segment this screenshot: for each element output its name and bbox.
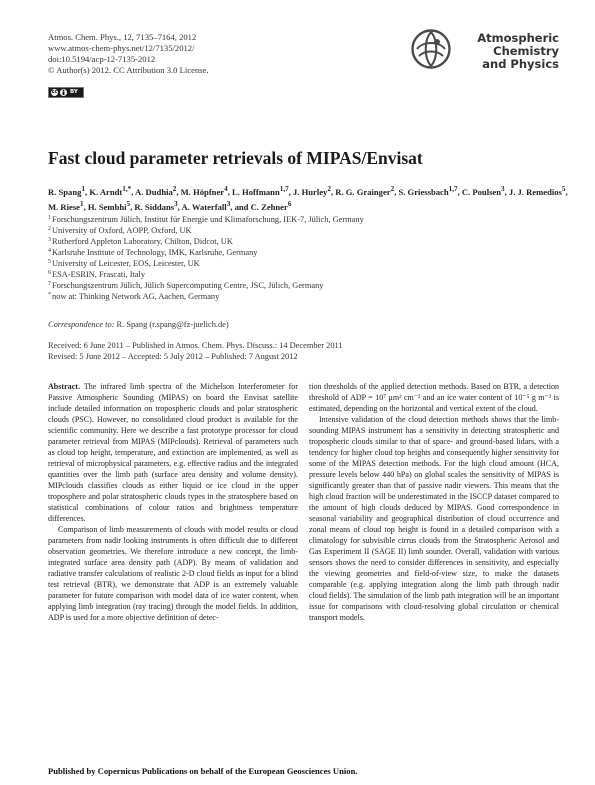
- affiliation: $^1$Forschungszentrum Jülich, Institut für Energie und Klimaforschung, IEK-7, Jülich, Germany: [48, 215, 364, 224]
- abstract-paragraph: tion thresholds of the applied detection methods. Based on BTR, a detection threshold of ADP = 10⁷ μm² cm⁻² and an ice water content of 10⁻⁵ g m⁻³ is estimated, depending on the horizontal and vertical extent of the cloud.: [309, 382, 559, 413]
- journal-citation: Atmos. Chem. Phys., 12, 7135–7164, 2012: [48, 32, 197, 42]
- author: R. G. Grainger$^2$,: [335, 185, 399, 197]
- author: K. Arndt$^{1,*}$,: [89, 185, 136, 197]
- author: R. Siddans$^3$,: [134, 199, 182, 212]
- abstract-paragraph: Comparison of limb measurements of clouds with model results or cloud parameters from nadir looking instruments is often difficult due to different observation geometries. We therefore introduce a new concept, the limb-integrated surface area density path (ADP). By means of validation and radiative transfer calculations of realistic 2-D cloud fields as input for a blind test retrieval (BTR), we demonstrate that ADP is an extremely valuable parameter for future comparison with model data of ice water content, when applying limb integration (ray tracing) through the model fields. In addition, ADP is used for a more objective definition of detec-: [48, 525, 298, 622]
- cc-by-label: BY: [70, 89, 78, 95]
- publisher-footer: Published by Copernicus Publications on behalf of the European Geosciences Union.: [48, 766, 358, 776]
- journal-name-line3: and Physics: [482, 57, 559, 71]
- affiliation: $^3$Rutherford Appleton Laboratory, Chilton, Didcot, UK: [48, 237, 233, 246]
- received-date: Received: 6 June 2011 – Published in Atmos. Chem. Phys. Discuss.: 14 December 2011: [48, 341, 343, 350]
- affiliation: *now at: Thinking Network AG, Aachen, Germany: [48, 292, 220, 301]
- egu-logo-icon: [410, 28, 452, 70]
- article-doi[interactable]: doi:10.5194/acp-12-7135-2012: [48, 54, 156, 64]
- author: M. Höpfner$^4$,: [180, 185, 232, 197]
- author-list: [48, 183, 568, 213]
- cc-license-badge[interactable]: [48, 87, 84, 98]
- paper-title: Fast cloud parameter retrievals of MIPAS/Envisat: [48, 148, 423, 168]
- author: R. Spang$^1$,: [48, 185, 90, 197]
- author: M. Riese$^1$,: [48, 199, 88, 212]
- affiliation: $^7$Forschungszentrum Jülich, Jülich Supercomputing Centre, JSC, Jülich, Germany: [48, 281, 324, 290]
- author: A. Waterfall$^3$, and: [181, 199, 251, 212]
- copyright-notice: © Author(s) 2012. CC Attribution 3.0 License.: [48, 65, 209, 75]
- affiliation: $^5$University of Leicester, EOS, Leicester, UK: [48, 259, 200, 268]
- author: J. J. Remedios$^5$,: [508, 185, 568, 197]
- abstract-paragraph: Intensive validation of the cloud detection methods shows that the limb-sounding MIPAS instrument has a sensitivity in detecting stratospheric and tropospheric clouds similar to that of space- and ground-based lidars, with a tendency for higher cloud top heights and consequently higher sensitivity for some of the MIPAS detection methods. For the high cloud amount (HCA, pressure levels below 440 hPa) on global scales the sensitivity of MIPAS is significantly greater than that of passive nadir viewers. This means that the high cloud fraction will be underestimated in the ISCCP dataset compared to the amount of high clouds deduced by MIPAS. Good correspondence in seasonal variability and geographical distribution of cloud occurrence and zonal means of cloud top height is found in a detailed comparison with a climatology for subvisible cirrus clouds from the Stratospheric Aerosol and Gas Experiment II (SAGE II) limb sounder. Overall, validation with various sensors shows the need to consider differences in sensitivity, and especially the viewing geometries and field-of-view size, to make the datasets comparable (e.g. applying integration along the limb path through nadir cloud fields). The simulation of the limb path integration will be an important issue for comparisons with cloud-resolving global circulation or chemical transport models.: [309, 415, 559, 622]
- abstract-label: Abstract.: [48, 382, 80, 391]
- author: H. Sembhi$^5$,: [87, 199, 135, 212]
- author: C. Poulsen$^3$,: [461, 185, 509, 197]
- affiliation: $^4$Karlsruhe Institute of Technology, IMK, Karlsruhe, Germany: [48, 248, 258, 257]
- attribution-icon: [60, 89, 67, 96]
- author: S. Griessbach$^{1,7}$,: [398, 185, 462, 197]
- author: A. Dudhia$^2$,: [135, 185, 181, 197]
- abstract-left-column: [48, 381, 298, 623]
- author: J. Hurley$^2$,: [292, 185, 336, 197]
- journal-name-line2: Chemistry: [493, 44, 559, 58]
- abstract-paragraph: Abstract. The infrared limb spectra of the Michelson Interferometer for Passive Atmospheric Sounding (MIPAS) on board the Envisat satellite include detailed information on tropospheric clouds and polar stratospheric clouds (PSC). However, no consolidated cloud product is available for the scientific community. Here we describe a fast prototype processor for cloud parameter retrieval from MIPAS (MIPclouds). Retrieval of parameters such as cloud top height, temperature, and extinction are implemented, as well as retrieval of microphysical parameters, e.g. effective radius and the integrated quantities over the limb path (surface area density and volume density). MIPclouds classifies clouds as either liquid or ice cloud in the upper troposphere and polar stratospheric clouds types in the stratosphere based on statistical combinations of colour ratios and brightness temperature differences.: [48, 382, 298, 523]
- affiliation: $^6$ESA-ESRIN, Frascati, Italy: [48, 270, 146, 279]
- correspondence-contact[interactable]: R. Spang (r.spang@fz-juelich.de): [116, 320, 229, 329]
- correspondence: [48, 320, 229, 329]
- abstract-right-column: [309, 381, 559, 623]
- journal-name-line1: Atmospheric: [477, 31, 559, 45]
- revised-date: Revised: 5 June 2012 – Accepted: 5 July 2012 – Published: 7 August 2012: [48, 352, 298, 361]
- article-url[interactable]: www.atmos-chem-phys.net/12/7135/2012/: [48, 43, 195, 53]
- affiliation: $^2$University of Oxford, AOPP, Oxford, UK: [48, 226, 192, 235]
- author: L. Hoffmann$^{1,7}$,: [231, 185, 293, 197]
- cc-icon: cc: [51, 90, 58, 95]
- correspondence-label: Correspondence to:: [48, 320, 115, 329]
- author: C. Zehner$^6$: [250, 199, 292, 212]
